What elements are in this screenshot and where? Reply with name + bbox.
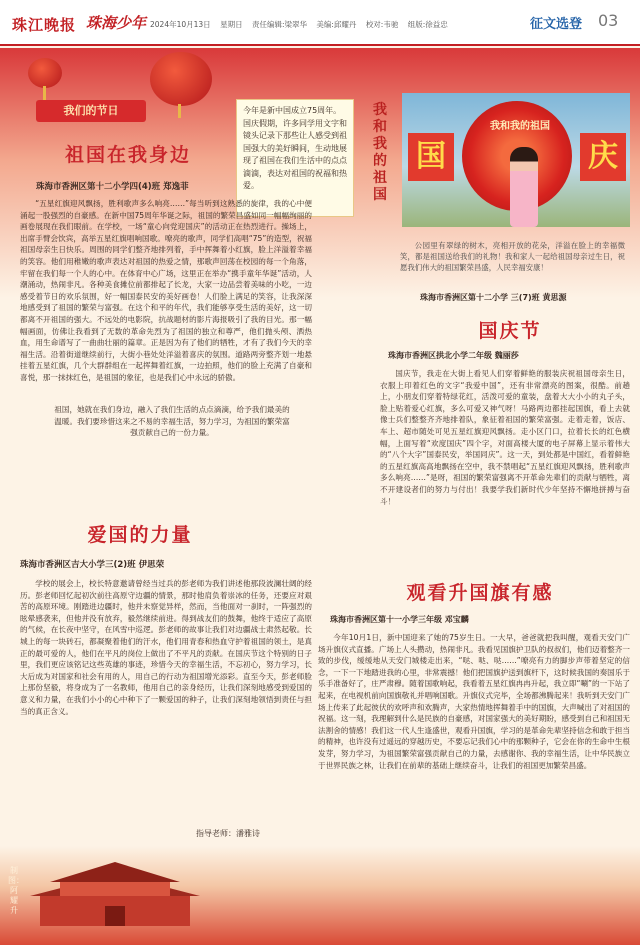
designer-credit: 美编:邱耀丹 xyxy=(316,20,357,29)
article3-body: 国庆节，我走在大街上看见人们穿着鲜艳的服装庆祝祖国母亲生日，衣服上印着红色的文字“我爱中国”，还有非常漂亮的图案，很酷。前趟上，小朋友们穿着特绿花红，活泼可爱的童装，盘着大大小小的丸子头，脸上贴着爱心红旗，多么可爱又神气呀！马路两边都挂起国旗，看上去就像士兵们整整齐齐地排着队，象征着祖国的繁荣富强。走着走着，饭店、车上、超市随处可见五星红旗迎风飘扬。走小区门口，拉着长长的红色横幅，上面写着“欢度国庆”四个字，对面高楼大厦的电子屏幕上显示着伟大的“八个大字”国泰民安，举国同庆”。这一天，到处都是中国红，看着鲜艳的五星红旗高高地飘扬在空中，我不禁唱起“五星红旗迎风飘扬，胜利歌声多么响亮……”是呀，祖国的繁荣富强离不开革命先辈们的贡献与牺牲，离不开建设者们的努力与付出！我要学我们新时代少年坚持不懈地拼搏与奋斗！ xyxy=(380,369,630,506)
article2-title: 爱国的力量 xyxy=(87,524,193,546)
fan-text: 我和我的祖国 xyxy=(490,121,550,132)
article2-byline: 珠海市香洲区吉大小学三(2)班 伊思荣 xyxy=(20,560,165,570)
tiananmen-illustration xyxy=(30,856,200,926)
proofreader-credit: 校对:韦驰 xyxy=(365,20,399,29)
article3-byline: 珠海市香洲区拱北小学二年级 魏丽莎 xyxy=(388,351,519,360)
section-banner: 我们的节日 xyxy=(36,100,146,122)
issue-weekday: 星期日 xyxy=(220,20,243,29)
article1-byline: 珠海市香洲区第十二小学四(4)班 郑逸菲 xyxy=(36,182,189,192)
illustration-credit: 制图：阿耀升 xyxy=(8,866,24,915)
photo-story-byline: 珠海市香洲区第十二小学 三(7)班 黄思源 xyxy=(420,293,567,302)
layout-credit: 组版:徐益忠 xyxy=(407,20,448,29)
editor-credit: 责任编辑:梁翠华 xyxy=(251,20,307,29)
section-title: 征文选登 xyxy=(530,17,583,32)
article1-body: “五星红旗迎风飘扬，胜利歌声多么响亮……”每当听到这熟悉的旋律，我的心中便涌起一股强烈的自豪感。在新中国75周年华诞之际，祖国的繁荣昌盛如同一幅幅绚丽的画卷展现在我们眼前。在学校，一场“童心向党迎国庆”的活动正在热烈进行。操场上，出席手臂会饮宾，高举五星红旗唱响国歌。嘹亮的歌声，同学们高唱“75”的造型，祝福祖国母亲生日快乐。周围的同学们整齐地排列着，手中挥舞着小红旗，脸上洋溢着幸福的笑容。他们用稚嫩的歌声表达对祖国的热爱之情，那歌声回荡在校园的每一个角落，牢留在我们每一个人的心中。在体育中心广场，这里正在举办“携手童年华诞”活动，人潮涌动，热闹非凡。各种美食摊位前都排起了长龙，大家一边品尝着美味的小吃，一边感受着节日的欢乐氛围，好一幅国泰民安的美好画卷！人们脸上满足的笑容，让我深深地感受到了祖国的繁荣与富强。在这个和平的年代，我们能够享受生活的美好，这一切都离不开祖国的强大。不远处的电影院，抗战题材的影片海报吸引了我的目光。那一幅幅画面，仿佛让我看到了无数的革命先烈为了祖国的独立和尊严，他们抛头颅、洒热血，用生命谱写了一曲曲壮丽的篇章。正是因为有了他们的牺牲，才有了我们今天的幸福生活。沿着街道继续前行，大街小巷处处洋溢着喜庆的氛围。道路两旁整齐划一地悬挂着五星红旗，几个大群群组在一起挥舞着红旗，一边拍照，他们的脸上充满了自豪和喜悦，那一抹抹红色，是祖国的象征，也是我们心中永远的骄傲。 xyxy=(20,199,312,382)
photo-story-title: 我和我的祖国 xyxy=(373,102,387,203)
issue-info xyxy=(150,19,455,30)
lantern-icon xyxy=(28,58,62,88)
intro-box: 今年是新中国成立75周年。国庆假期，许多同学用文字和镜头记录下那些让人感受到祖国强大的美好瞬间，生动地展现了祖国在我们生活中的点点滴滴，表达对祖国的祝福和热爱。 xyxy=(236,99,354,217)
sign-char-left: 国 xyxy=(408,133,454,181)
paper-logo: 珠江晚报 xyxy=(12,16,77,34)
article2-teacher: 指导老师：潘雅诗 xyxy=(196,829,260,838)
photo-story-caption: 公园里有翠绿的树木，亮相开放的花朵，洋溢在脸上的幸福微笑，都是祖国送给我们的礼物！我和家人一起给祖国母亲过生日，祝愿我们伟大的祖国繁荣昌盛，人民幸福安康！ xyxy=(400,241,625,272)
girl-figure xyxy=(510,147,538,227)
lantern-icon xyxy=(150,52,212,106)
article2-body: 学校的展会上，校长特意邀请曾经当过兵的彭老师为我们讲述他那段波澜壮阔的经历。彭老师回忆起初次前往高原守边疆的情景，那时他肩负着崇冰的任务，还要应对艰苦的高原环境。刚踏进边疆时，他并未察觉异样，然而，当他面对一刹时，一阵强烈的眩晕感袭来，但他并没有放弃，毅然继续前进。得到战友们的鼓舞，他终于适应了高原的气候，在长夜中坚守，在风雪中巡逻。彭老师的故事让我们对边疆战士肃然起敬。长城上的每一块砖石，都凝聚着他们的汗水，他们用青春和热血守护着祖国的领土，是真正的最可爱的人，他们在平凡的岗位上做出了不平凡的贡献。在国庆节这个特别的日子里，我们更应该铭记这些英雄的事迹，珍惜今天的幸福生活，不忘初心，努力学习，长大后成为对国家和社会有用的人，用自己的行动为祖国增光添彩。直至今天，彭老师脸上那份坚毅，将身成为了一名教师，他用自己的亲身经历，让我们深刻地感受到爱国的意义和力量，在我们小小的心中种下了一颗爱国的种子，让我们深刻地领悟到责任与担当的真正含义。 xyxy=(20,579,312,716)
article1-closing: 祖国，她就在我们身边，融入了我们生活的点点滴滴，给予我们最美的温暖。我们要珍惜这来之不易的幸福生活，努力学习，为祖国的繁荣富强贡献自己的一份力量。 xyxy=(54,405,290,438)
article4-title: 观看升国旗有感 xyxy=(406,582,554,604)
page-number: 03 xyxy=(598,11,619,30)
article4-body: 今年10月1日，新中国迎来了她的75岁生日。一大早，爸爸就把我叫醒，观看天安门广场升旗仪式直播。广场上人头攒动，热闹非凡。我看见国旗护卫队的叔叔们，他们迈着整齐一致的步伐，缓缓地从天安门城楼走出来，“哒、哒、哒……”嘹亮有力的脚步声带着坚定的信念，一下一下地踏进我的心里，非常震撼！他们把国旗护送到旗杆下，这时候我国的奏国乐于乐手准备好了，庄严肃穆。随着国歌响起，我看着五星红旗冉冉升起，我立即“唰”的一下站了起来，在电视机前向国旗敬礼并唱响国歌。升旗仪式完毕，全场都沸腾起来！我听到天安门广场上传来了此起彼伏的欢呼声和欢腾声，大家热情地挥舞着手中的国旗，大声喊出了对祖国的祝福。这一刻，我理解到什么是民族的自豪感，对国家强大的美好期盼，感受到自己和祖国无法割舍的情感！我们这一代人生逢盛世，观看升国旗，学习的是革命先辈坚持信念和敢于担当的精神，也许没有过遥远的穿越历史，不要忘记我们心中的那颗种子，它会在你的生命中生根发芽，努力学习，为祖国繁荣富强贡献自己的力量，去感谢你、我的幸福生活，让中华民族立于世界民族之林，让我们在前辈的基础上继续奋斗，让我们的祖国更加繁荣昌盛。 xyxy=(318,633,630,770)
article4-byline: 珠海市香洲区第十一小学三年级 邓宝麟 xyxy=(330,615,469,624)
issue-date: 2024年10月13日 xyxy=(150,20,211,29)
article3-title: 国庆节 xyxy=(478,320,542,342)
sign-char-right: 庆 xyxy=(580,133,626,181)
masthead xyxy=(0,0,640,46)
supplement-logo: 珠海少年 xyxy=(86,14,147,32)
photo-girl-at-national-day-display xyxy=(402,93,630,227)
article1-title: 祖国在我身边 xyxy=(64,144,191,166)
